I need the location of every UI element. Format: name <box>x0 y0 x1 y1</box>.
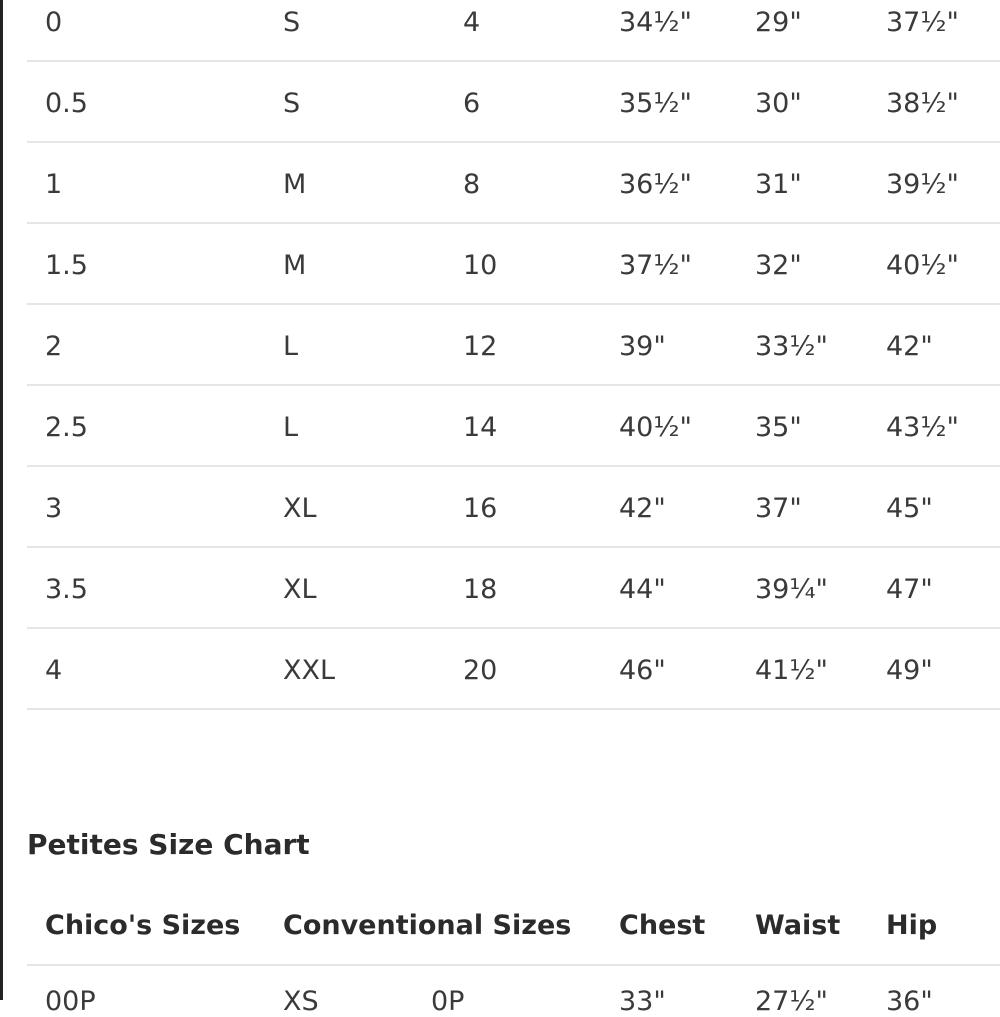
hip-cell: 39½" <box>886 169 959 200</box>
table-row <box>27 143 1000 224</box>
conventional-number-cell: 4 <box>463 7 481 38</box>
table-row <box>27 548 1000 629</box>
chicos-size-cell: 2 <box>45 331 63 362</box>
window-left-border <box>0 0 3 1000</box>
hip-cell: 40½" <box>886 250 959 281</box>
chest-cell: 46" <box>619 655 666 686</box>
hip-cell: 37½" <box>886 7 959 38</box>
chicos-size-cell: 00P <box>45 986 96 1017</box>
waist-cell: 35" <box>755 412 802 443</box>
waist-cell: 32" <box>755 250 802 281</box>
hip-cell: 45" <box>886 493 933 524</box>
header-waist: Waist <box>755 910 841 941</box>
chicos-size-cell: 0.5 <box>45 88 88 119</box>
chest-cell: 35½" <box>619 88 692 119</box>
chest-cell: 33" <box>619 986 666 1017</box>
hip-cell: 36" <box>886 986 933 1017</box>
header-chest: Chest <box>619 910 706 941</box>
hip-cell: 47" <box>886 574 933 605</box>
header-hip: Hip <box>886 910 938 941</box>
table-row <box>27 0 1000 62</box>
conventional-number-cell: 16 <box>463 493 498 524</box>
header-conventional-sizes: Conventional Sizes <box>283 910 572 941</box>
conventional-letter-cell: L <box>283 412 299 443</box>
waist-cell: 39¼" <box>755 574 828 605</box>
chest-cell: 44" <box>619 574 666 605</box>
conventional-letter-cell: XXL <box>283 655 336 686</box>
header-chicos-sizes: Chico's Sizes <box>45 910 241 941</box>
waist-cell: 37" <box>755 493 802 524</box>
conventional-letter-cell: S <box>283 7 301 38</box>
chest-cell: 37½" <box>619 250 692 281</box>
table-row <box>27 984 1000 1017</box>
table-row <box>27 386 1000 467</box>
waist-cell: 29" <box>755 7 802 38</box>
chest-cell: 39" <box>619 331 666 362</box>
conventional-letter-cell: XL <box>283 574 317 605</box>
table-row <box>27 467 1000 548</box>
table-row <box>27 305 1000 386</box>
conventional-letter-cell: XL <box>283 493 317 524</box>
table-row <box>27 224 1000 305</box>
hip-cell: 43½" <box>886 412 959 443</box>
table-row <box>27 629 1000 710</box>
chest-cell: 36½" <box>619 169 692 200</box>
chicos-size-cell: 3.5 <box>45 574 88 605</box>
conventional-number-cell: 8 <box>463 169 481 200</box>
waist-cell: 27½" <box>755 986 828 1017</box>
waist-cell: 33½" <box>755 331 828 362</box>
regular-size-table <box>27 0 1000 710</box>
conventional-number-cell: 6 <box>463 88 481 119</box>
petites-table-header <box>27 890 1000 966</box>
hip-cell: 38½" <box>886 88 959 119</box>
table-row <box>27 62 1000 143</box>
conventional-letter-cell: L <box>283 331 299 362</box>
conventional-number-cell: 18 <box>463 574 498 605</box>
petites-section-title: Petites Size Chart <box>27 828 310 861</box>
conventional-letter-cell: M <box>283 250 307 281</box>
conventional-number-cell: 12 <box>463 331 498 362</box>
chicos-size-cell: 1.5 <box>45 250 88 281</box>
waist-cell: 30" <box>755 88 802 119</box>
chest-cell: 40½" <box>619 412 692 443</box>
chest-cell: 42" <box>619 493 666 524</box>
conventional-number-cell: 10 <box>463 250 498 281</box>
chicos-size-cell: 2.5 <box>45 412 88 443</box>
waist-cell: 41½" <box>755 655 828 686</box>
conventional-letter-cell: M <box>283 169 307 200</box>
chicos-size-cell: 0 <box>45 7 63 38</box>
conventional-letter-cell: XS <box>283 986 319 1017</box>
chicos-size-cell: 3 <box>45 493 63 524</box>
conventional-number-cell: 20 <box>463 655 498 686</box>
chicos-size-cell: 4 <box>45 655 63 686</box>
conventional-number-cell: 14 <box>463 412 498 443</box>
conventional-number-cell: 0P <box>431 986 465 1017</box>
chicos-size-cell: 1 <box>45 169 63 200</box>
hip-cell: 49" <box>886 655 933 686</box>
waist-cell: 31" <box>755 169 802 200</box>
chest-cell: 34½" <box>619 7 692 38</box>
conventional-letter-cell: S <box>283 88 301 119</box>
hip-cell: 42" <box>886 331 933 362</box>
